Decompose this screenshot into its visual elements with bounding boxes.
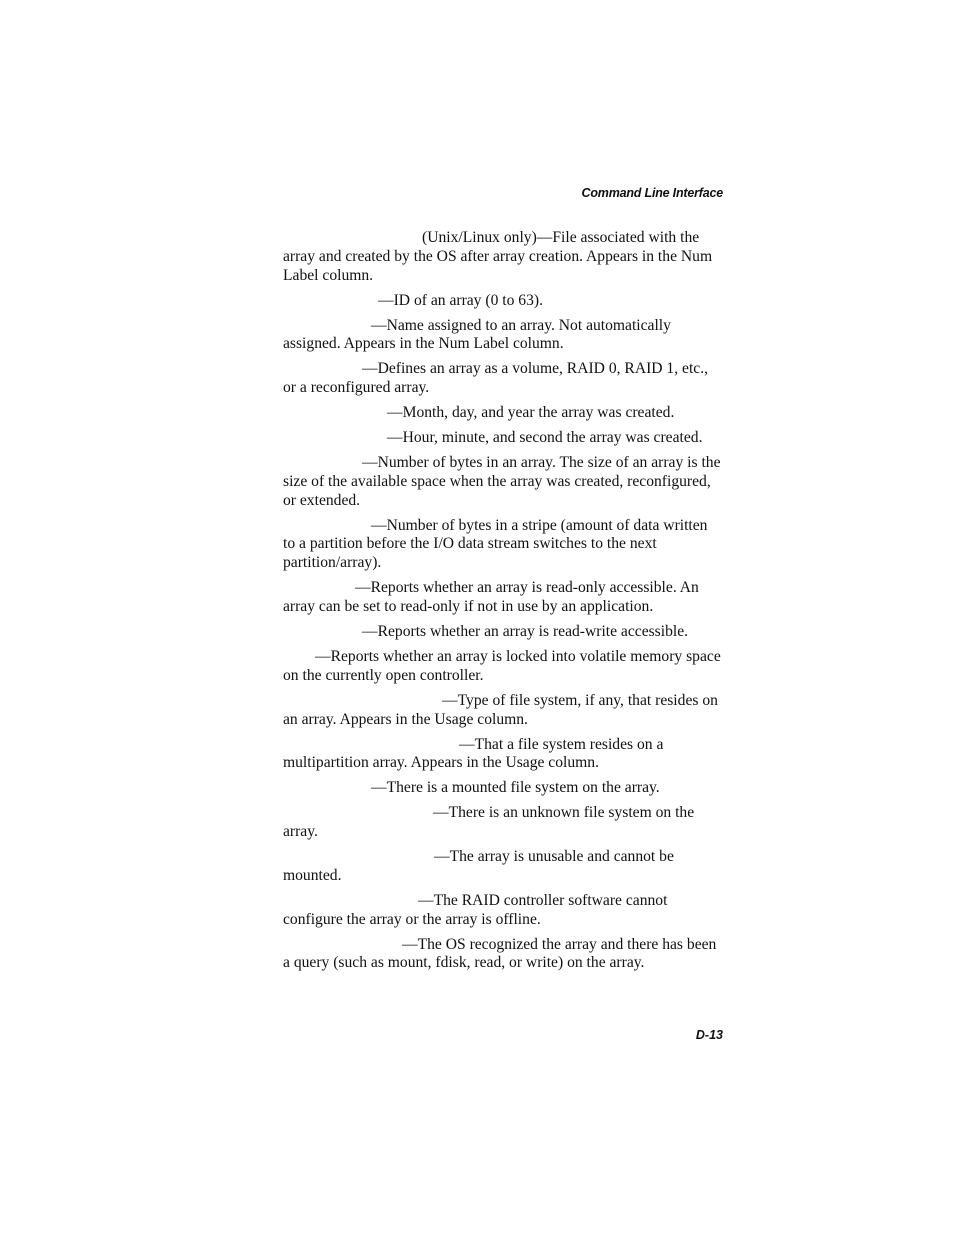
definition-text: (Unix/Linux only)—File associated with the array and created by the OS after array creation. Appears in the Num Label column.: [283, 229, 713, 284]
definition-text: —The RAID controller software cannot configure the array or the array is offline.: [283, 891, 668, 928]
term-placeholder: [283, 329, 371, 330]
term-placeholder: [283, 304, 378, 305]
term-placeholder: [283, 904, 418, 905]
term-placeholder: [283, 529, 371, 530]
definition-entry-stripe-size: [283, 517, 723, 573]
definition-text: —Number of bytes in a stripe (amount of data written to a partition before the I/O data stream switches to the next partition/array).: [283, 516, 708, 572]
definition-entry-unknown-file-system: [283, 804, 723, 842]
term-placeholder: [283, 591, 355, 592]
definition-text: —Reports whether an array is read-write accessible.: [362, 623, 689, 641]
definition-text: —ID of an array (0 to 63).: [378, 291, 543, 309]
definition-entry-file-system-type: [283, 692, 723, 730]
term-placeholder: [283, 660, 315, 661]
definition-text: —That a file system resides on a multipartition array. Appears in the Usage column.: [283, 735, 664, 772]
definition-text: —There is a mounted file system on the array.: [371, 779, 660, 797]
term-placeholder: [283, 372, 362, 373]
definition-list: [283, 229, 723, 979]
definition-entry-array-size: [283, 454, 723, 510]
definition-text: —Hour, minute, and second the array was created.: [387, 429, 703, 447]
definition-entry-read-write: [283, 623, 723, 642]
definition-entry-mounted: [283, 779, 723, 798]
term-placeholder: [283, 816, 433, 817]
definition-text: —Reports whether an array is locked into volatile memory space on the currently open controller.: [283, 648, 721, 684]
term-placeholder: [283, 791, 371, 792]
definition-entry-os-recognized: [283, 936, 723, 974]
definition-text: —There is an unknown file system on the array.: [283, 804, 695, 841]
definition-entry-array-name: [283, 317, 723, 355]
definition-text: —Type of file system, if any, that resides on an array. Appears in the Usage column.: [283, 691, 718, 728]
definition-text: —Defines an array as a volume, RAID 0, RAID 1, etc., or a reconfigured array.: [283, 360, 708, 397]
page-number: D-13: [695, 1028, 723, 1042]
term-placeholder: [283, 704, 442, 705]
definition-entry-unusable: [283, 848, 723, 886]
definition-entry-locked: [283, 648, 723, 686]
definition-entry-offline: [283, 892, 723, 930]
term-placeholder: [283, 748, 459, 749]
definition-text: —Month, day, and year the array was created.: [387, 404, 675, 422]
running-header: Command Line Interface: [581, 186, 723, 200]
definition-text: —The OS recognized the array and there has been a query (such as mount, fdisk, read, or write) on the array.: [283, 935, 717, 972]
term-placeholder: [283, 948, 402, 949]
term-placeholder: [283, 441, 387, 442]
definition-entry-creation-time: [283, 429, 723, 448]
definition-text: —Number of bytes in an array. The size of an array is the size of the available space when the array was created, reconfigured, or extended.: [283, 454, 721, 509]
definition-text: —Name assigned to an array. Not automatically assigned. Appears in the Num Label column.: [283, 316, 671, 353]
definition-entry-array-id: [283, 292, 723, 311]
term-placeholder: [283, 635, 362, 636]
definition-entry-array-type: [283, 360, 723, 398]
definition-text: —The array is unusable and cannot be mounted.: [283, 848, 674, 884]
term-placeholder: [283, 466, 362, 467]
definition-text: —Reports whether an array is read-only accessible. An array can be set to read-only if not in use by an application.: [283, 579, 699, 616]
term-placeholder: [283, 860, 434, 861]
term-placeholder: [283, 416, 387, 417]
definition-entry-read-only: [283, 579, 723, 617]
definition-entry-device-file: [283, 229, 723, 285]
term-placeholder: [283, 241, 422, 242]
definition-entry-creation-date: [283, 404, 723, 423]
definition-entry-multipartition: [283, 736, 723, 774]
